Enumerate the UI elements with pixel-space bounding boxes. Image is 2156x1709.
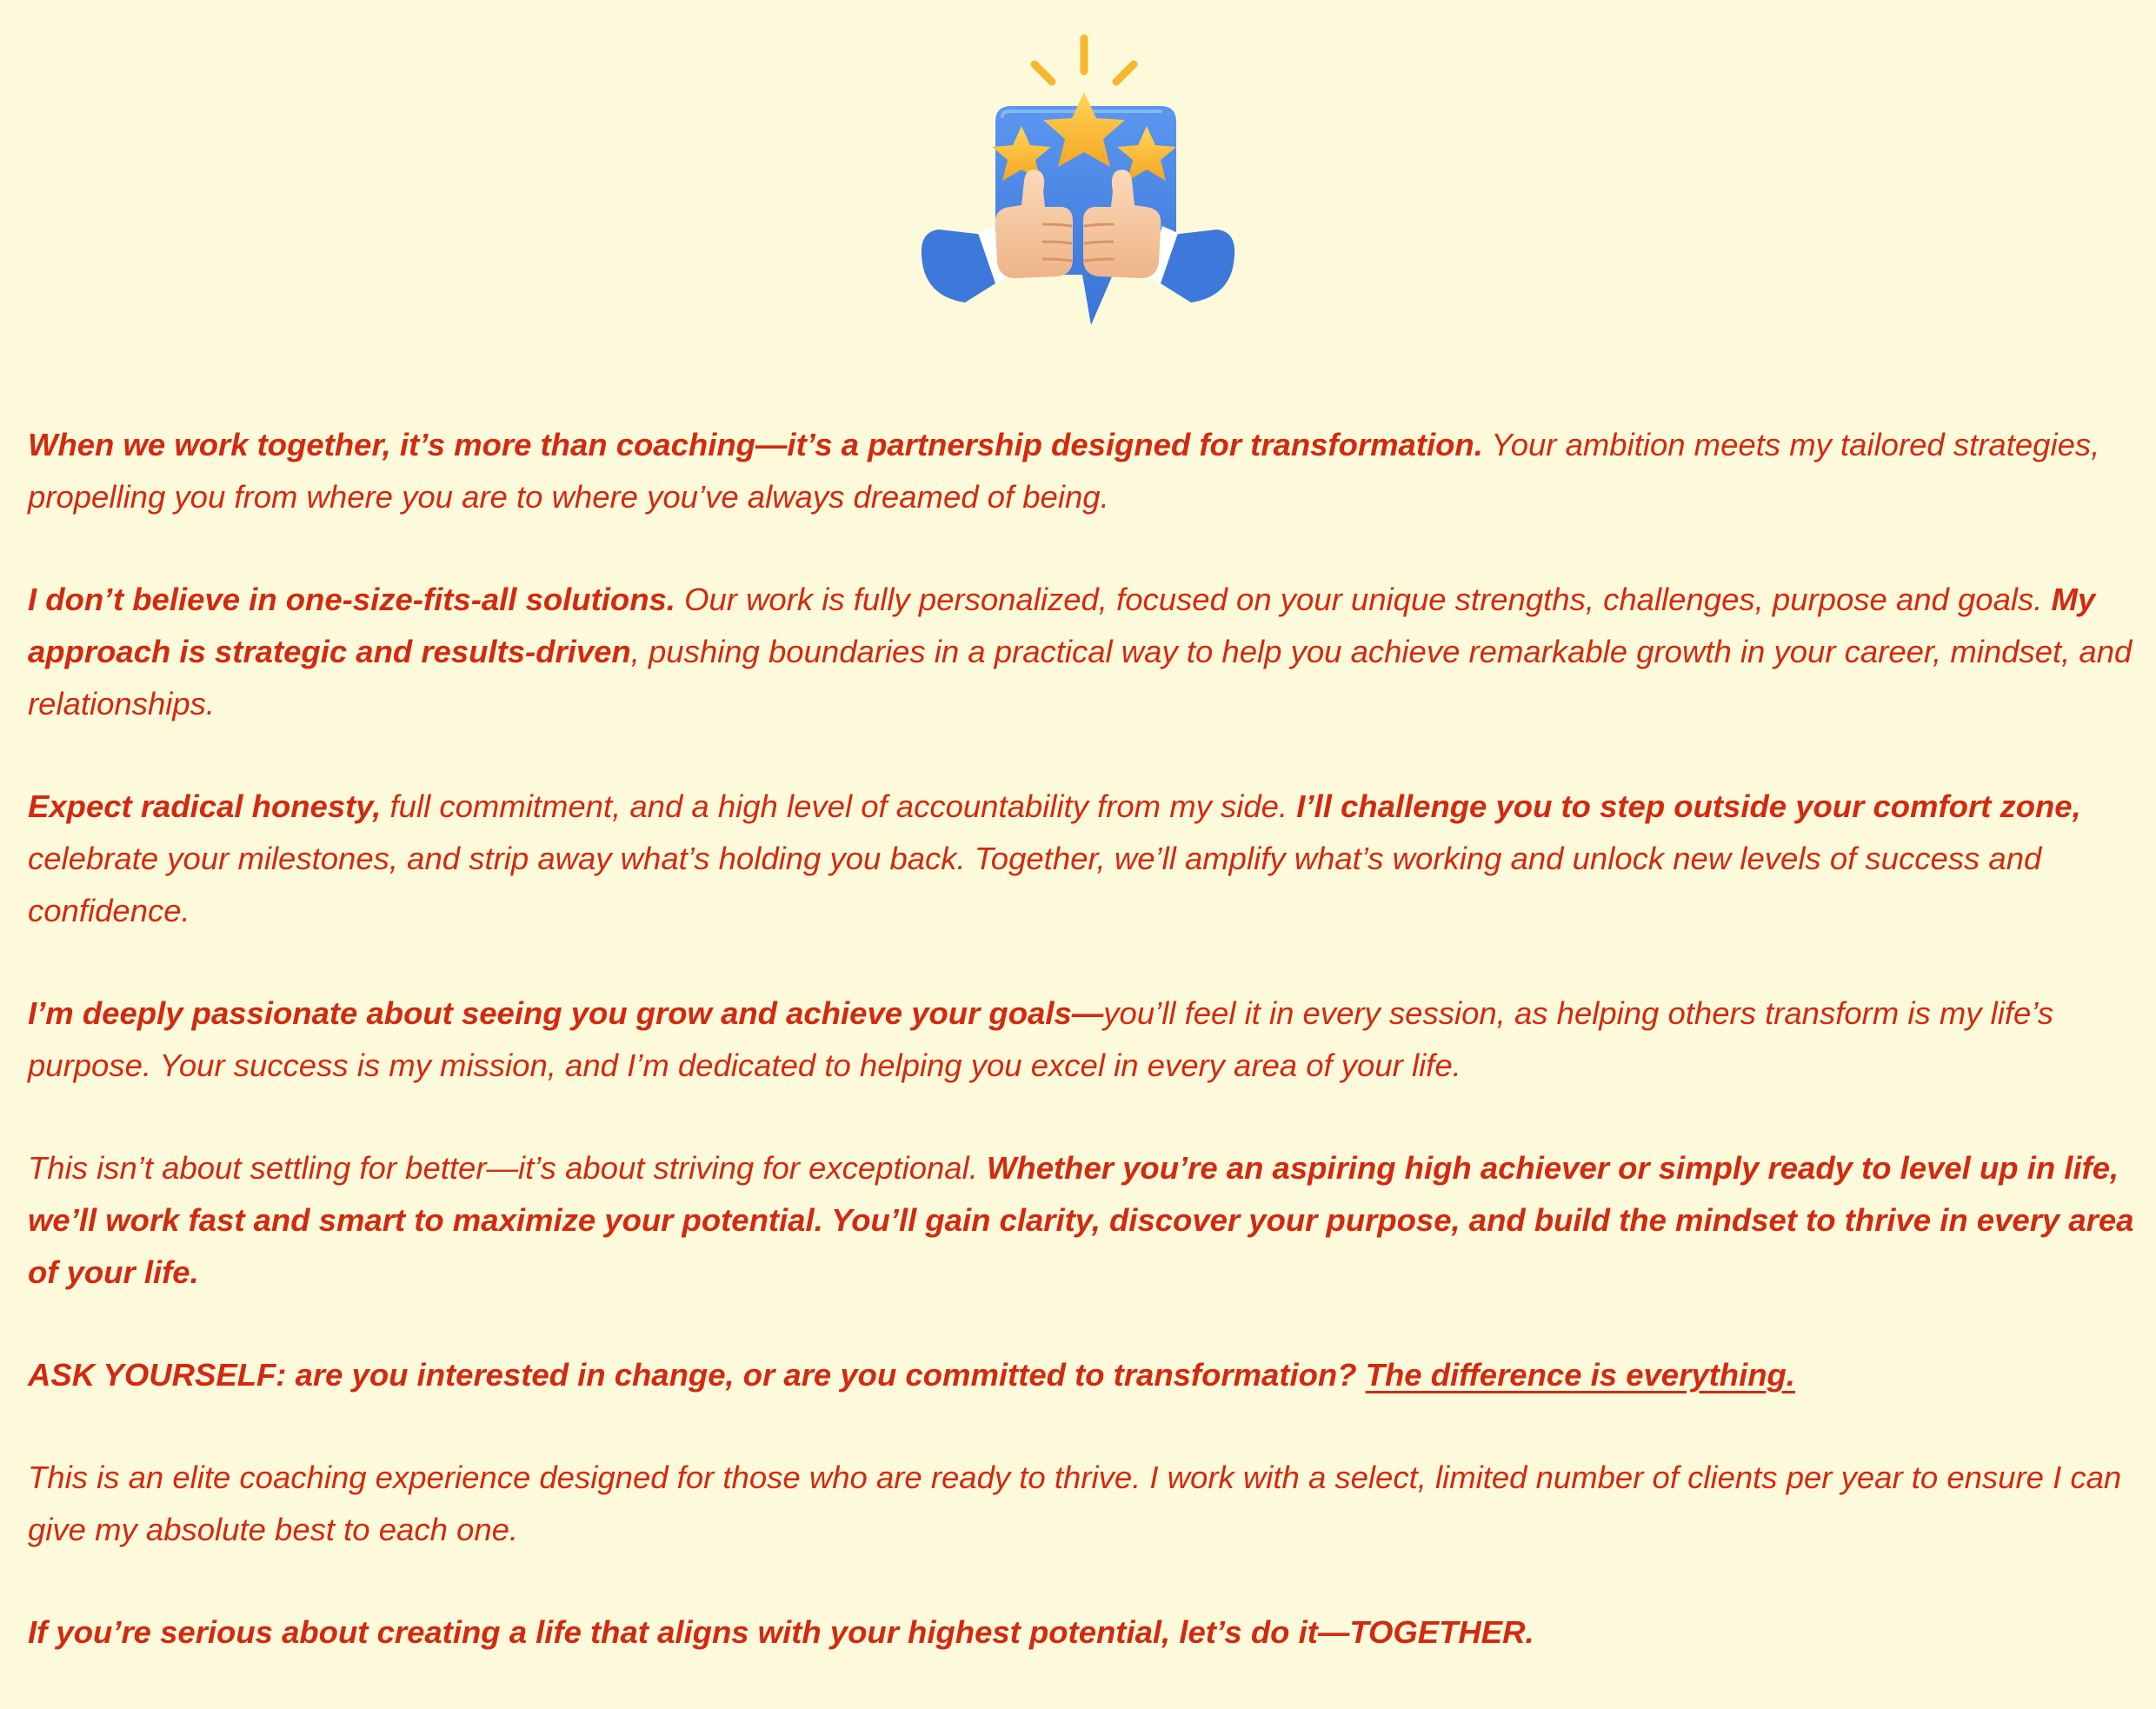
paragraph-4	[28, 987, 2146, 1092]
bold-text: Expect radical honesty,	[28, 788, 382, 824]
body-text: you’ll feel it in every session, as helping others transform is my life’s purpose. Your success is my mission, and I’m dedicated to helping you excel in every area of your life.	[28, 995, 2054, 1083]
paragraph-3	[28, 781, 2146, 937]
paragraph-6	[28, 1349, 2146, 1401]
body-text: full commitment, and a high level of accountability from my side.	[381, 788, 1297, 824]
bold-text: Whether you’re an aspiring high achiever or simply ready to level up in life, we’ll work fast and smart to maximize your potential. You’ll gain clarity, discover your purpose, and build the mindset to thrive in every area of your life.	[28, 1150, 2134, 1290]
coaching-description	[28, 419, 2146, 1709]
body-text: Our work is fully personalized, focused on your unique strengths, challenges, purpose and goals.	[675, 582, 2052, 617]
bold-text: I’m deeply passionate about seeing you grow and achieve your goals—	[28, 995, 1104, 1031]
bold-text: ASK YOURSELF: are you interested in change, or are you committed to transformation?	[28, 1357, 1366, 1393]
paragraph-7	[28, 1452, 2146, 1556]
paragraph-5	[28, 1142, 2146, 1299]
body-text: celebrate your milestones, and strip away what’s holding you back. Together, we’ll amplify what’s working and unlock new levels of success and confidence.	[28, 841, 2042, 928]
bold-text: I’ll challenge you to step outside your comfort zone,	[1296, 788, 2081, 824]
bold-text: My approach is strategic and results-driven	[28, 582, 2096, 669]
thumbs-up-stars-icon	[913, 26, 1243, 339]
paragraph-8	[28, 1606, 2146, 1659]
bold-text: When we work together, it’s more than coaching—it’s a partnership designed for transformation.	[28, 427, 1483, 462]
paragraph-2	[28, 574, 2146, 730]
body-text: This is an elite coaching experience designed for those who are ready to thrive. I work with a select, limited number of clients per year to ensure I can give my absolute best to each one.	[28, 1460, 2122, 1547]
body-text: Your ambition meets my tailored strategies, propelling you from where you are to where you’ve always dreamed of being.	[28, 427, 2100, 515]
body-text: , pushing boundaries in a practical way to help you achieve remarkable growth in your career, mindset, and relationships.	[28, 634, 2133, 722]
body-text: This isn’t about settling for better—it’s about striving for exceptional.	[28, 1150, 987, 1186]
paragraph-1	[28, 419, 2146, 523]
bold-text: I don’t believe in one-size-fits-all solutions.	[28, 582, 675, 617]
underlined-emphasis-text: The difference is everything.	[1365, 1357, 1795, 1393]
bold-text: If you’re serious about creating a life that aligns with your highest potential, let’s do it—TOGETHER.	[28, 1614, 1534, 1650]
